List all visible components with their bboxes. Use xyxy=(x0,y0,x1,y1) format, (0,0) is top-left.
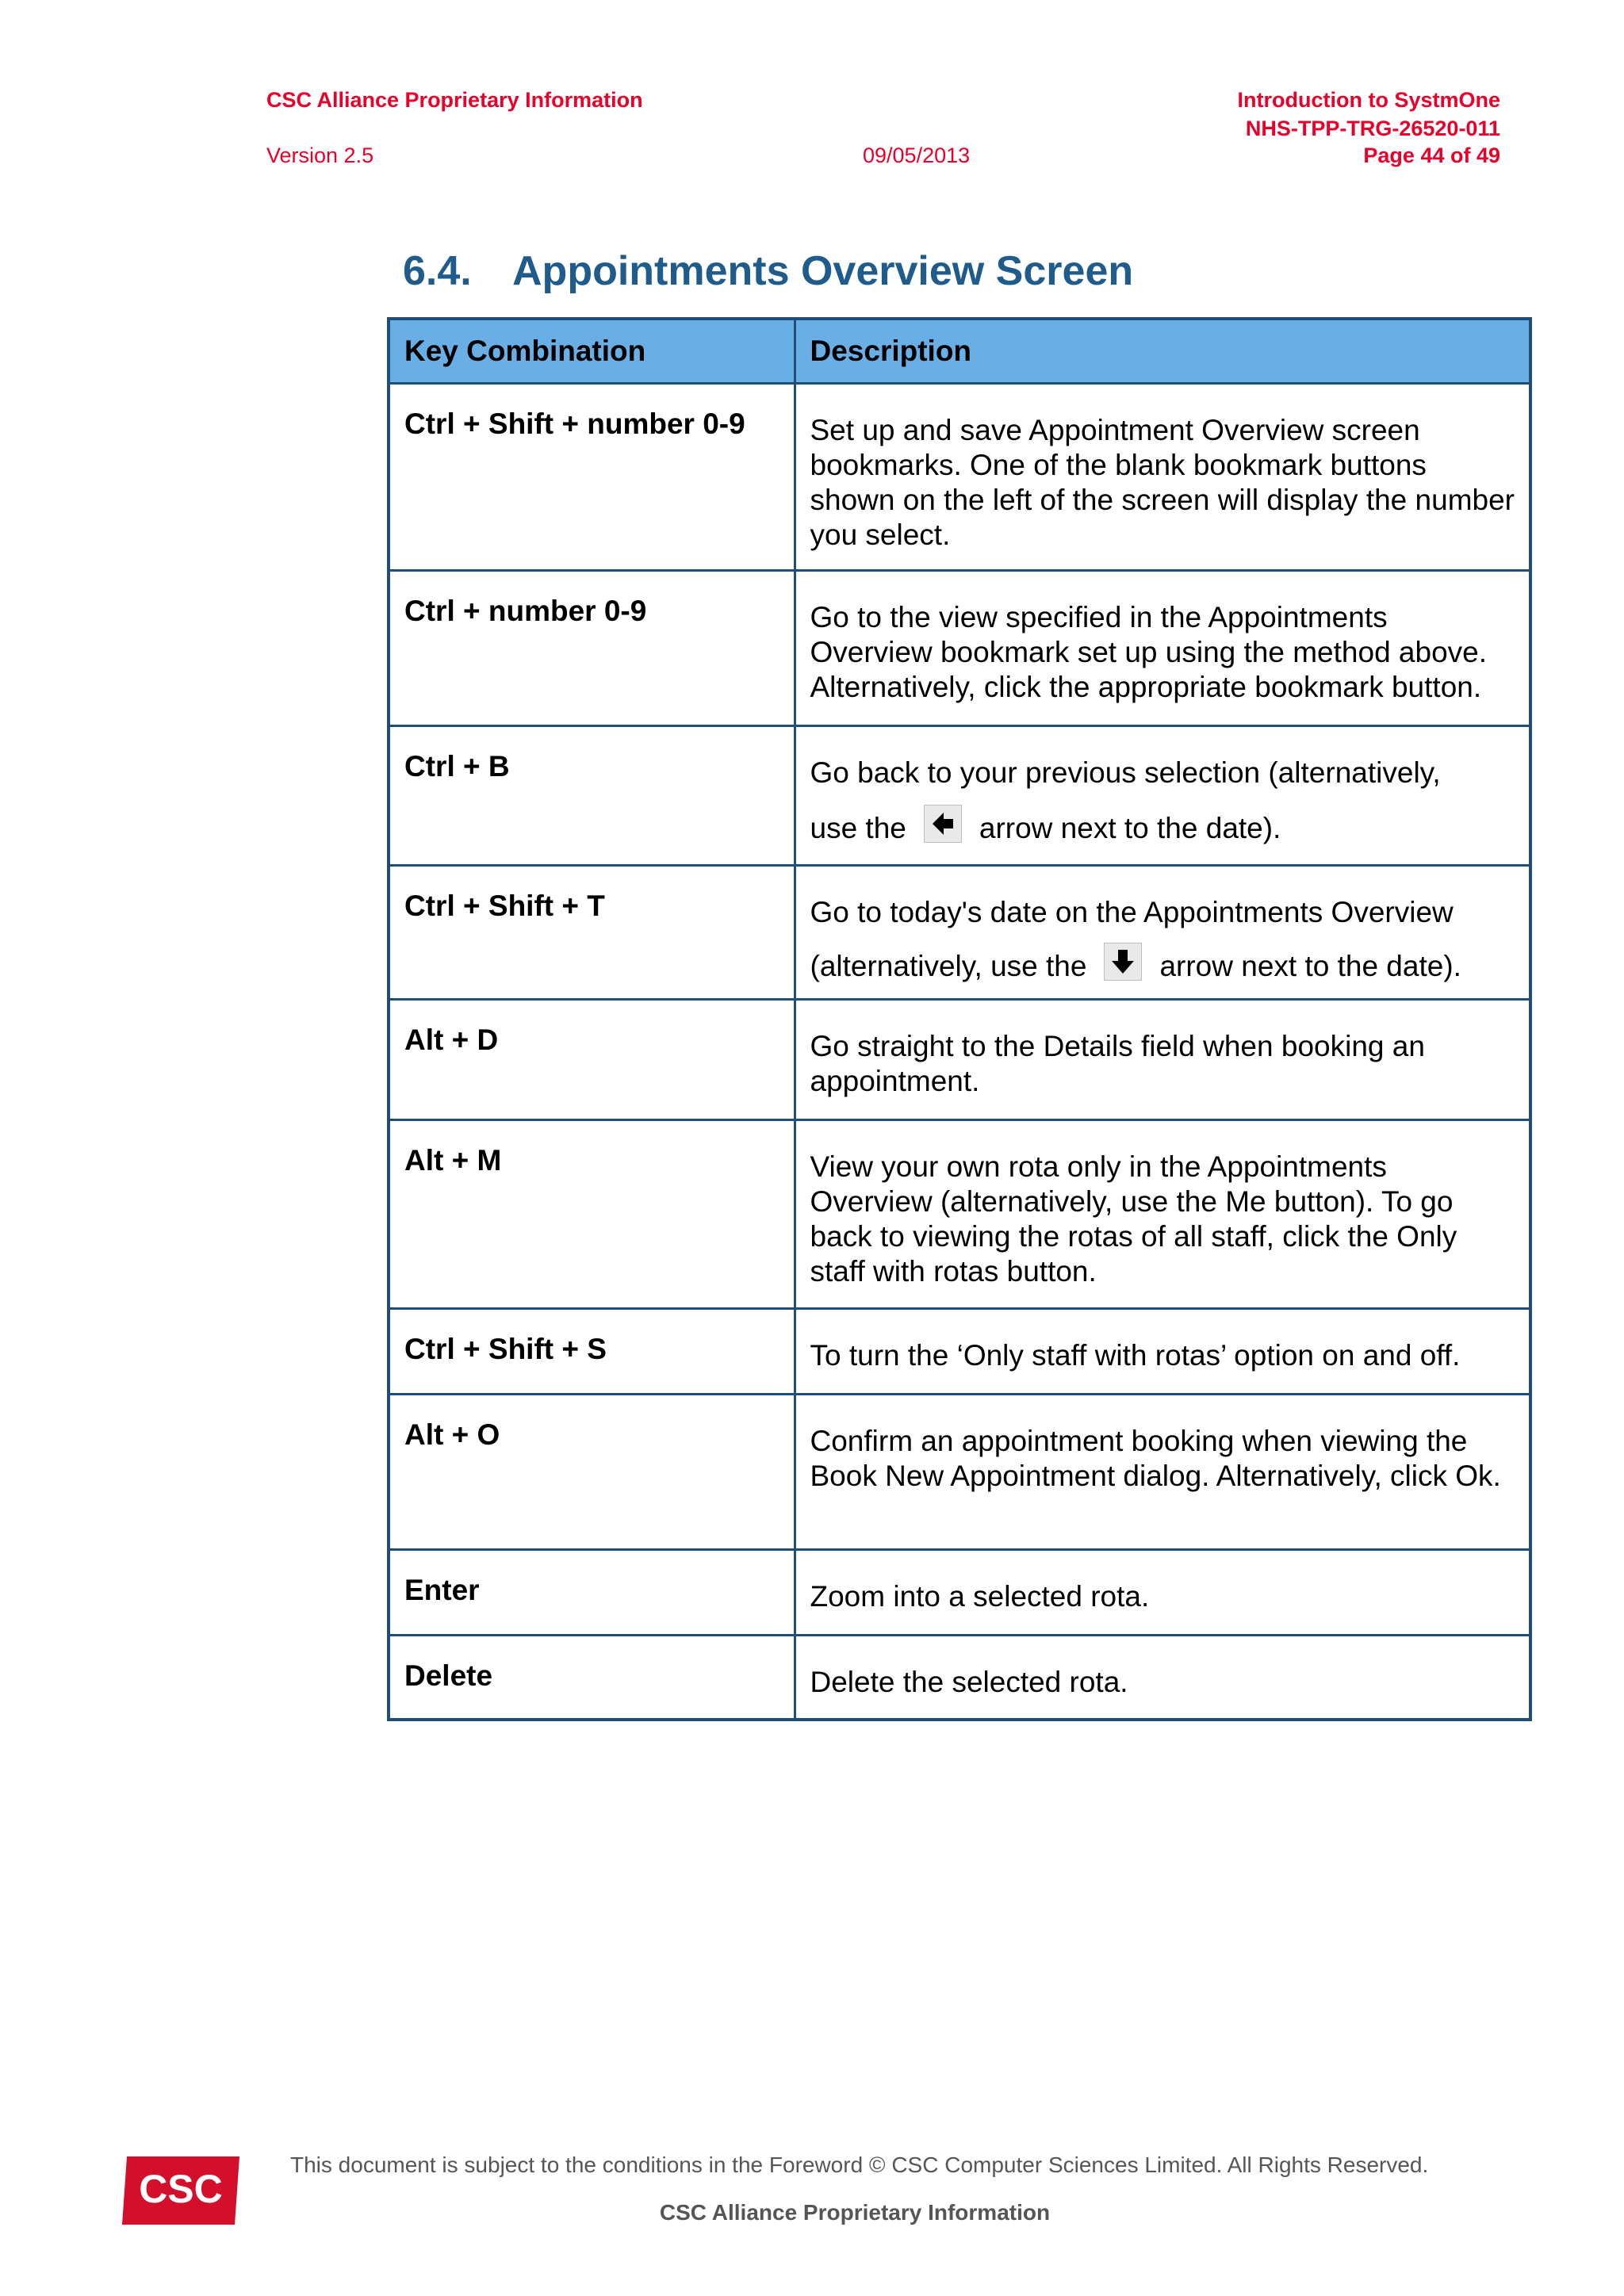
footer-proprietary-label: CSC Alliance Proprietary Information xyxy=(659,2200,1051,2225)
description-text: arrow next to the date). xyxy=(979,812,1281,844)
description: Delete the selected rota. xyxy=(795,1636,1530,1720)
key-combination: Ctrl + Shift + number 0-9 xyxy=(389,384,795,571)
table-row xyxy=(389,1000,1530,1120)
table-row xyxy=(389,726,1530,866)
section-heading xyxy=(403,246,1133,297)
table-row xyxy=(389,384,1530,571)
key-combination: Ctrl + number 0-9 xyxy=(389,571,795,726)
description-text: (alternatively, use the xyxy=(810,950,1087,982)
left-arrow-icon xyxy=(924,805,962,843)
table-header-row xyxy=(389,319,1530,384)
table-row xyxy=(389,1636,1530,1720)
section-title: Appointments Overview Screen xyxy=(512,248,1134,294)
description: To turn the ‘Only staff with rotas’ option on and off. xyxy=(795,1309,1530,1395)
description-text: use the xyxy=(810,812,906,844)
description: View your own rota only in the Appointments Overview (alternatively, use the Me button). To go back to viewing the rotas of all staff, click the Only staff with rotas button. xyxy=(795,1120,1530,1309)
table-row xyxy=(389,1309,1530,1395)
key-combination: Ctrl + B xyxy=(389,726,795,866)
header-doc-title: Introduction to SystmOne xyxy=(1237,88,1500,112)
description-line xyxy=(810,943,1515,984)
down-arrow-icon xyxy=(1104,943,1142,981)
logo-text: CSC xyxy=(139,2167,223,2211)
description-line: Go back to your previous selection (alternatively, xyxy=(810,756,1441,789)
description xyxy=(795,866,1530,1000)
column-header-description: Description xyxy=(795,319,1530,384)
column-header-key-combination: Key Combination xyxy=(389,319,795,384)
key-combination: Enter xyxy=(389,1550,795,1636)
key-combination: Alt + D xyxy=(389,1000,795,1120)
table-row xyxy=(389,1395,1530,1550)
description-text: arrow next to the date). xyxy=(1159,950,1461,982)
header-doc-code: NHS-TPP-TRG-26520-011 xyxy=(1245,117,1500,140)
description xyxy=(795,726,1530,866)
section-number: 6.4. xyxy=(403,248,472,294)
shortcut-table xyxy=(387,317,1532,1721)
description: Go straight to the Details field when booking an appointment. xyxy=(795,1000,1530,1120)
table-row xyxy=(389,866,1530,1000)
description: Zoom into a selected rota. xyxy=(795,1550,1530,1636)
header-date: 09/05/2013 xyxy=(863,144,971,167)
key-combination: Alt + M xyxy=(389,1120,795,1309)
table-row xyxy=(389,1550,1530,1636)
description: Confirm an appointment booking when viewing the Book New Appointment dialog. Alternatively, click Ok. xyxy=(795,1395,1530,1550)
header-proprietary-label: CSC Alliance Proprietary Information xyxy=(266,88,643,112)
description-line: Go to today's date on the Appointments Overview xyxy=(810,896,1454,928)
description: Set up and save Appointment Overview screen bookmarks. One of the blank bookmark buttons shown on the left of the screen will display the number you select. xyxy=(795,384,1530,571)
header-version: Version 2.5 xyxy=(266,144,374,167)
key-combination: Ctrl + Shift + T xyxy=(389,866,795,1000)
description-line xyxy=(810,805,1515,846)
key-combination: Alt + O xyxy=(389,1395,795,1550)
key-combination: Ctrl + Shift + S xyxy=(389,1309,795,1395)
description: Go to the view specified in the Appointments Overview bookmark set up using the method above. Alternatively, click the appropriate bookmark button. xyxy=(795,571,1530,726)
header-page-number: Page 44 of 49 xyxy=(1363,144,1500,167)
table-row xyxy=(389,1120,1530,1309)
key-combination: Delete xyxy=(389,1636,795,1720)
footer-copyright-note: This document is subject to the conditions in the Foreword © CSC Computer Sciences Limited. All Rights Reserved. xyxy=(290,2152,1429,2177)
table-row xyxy=(389,571,1530,726)
